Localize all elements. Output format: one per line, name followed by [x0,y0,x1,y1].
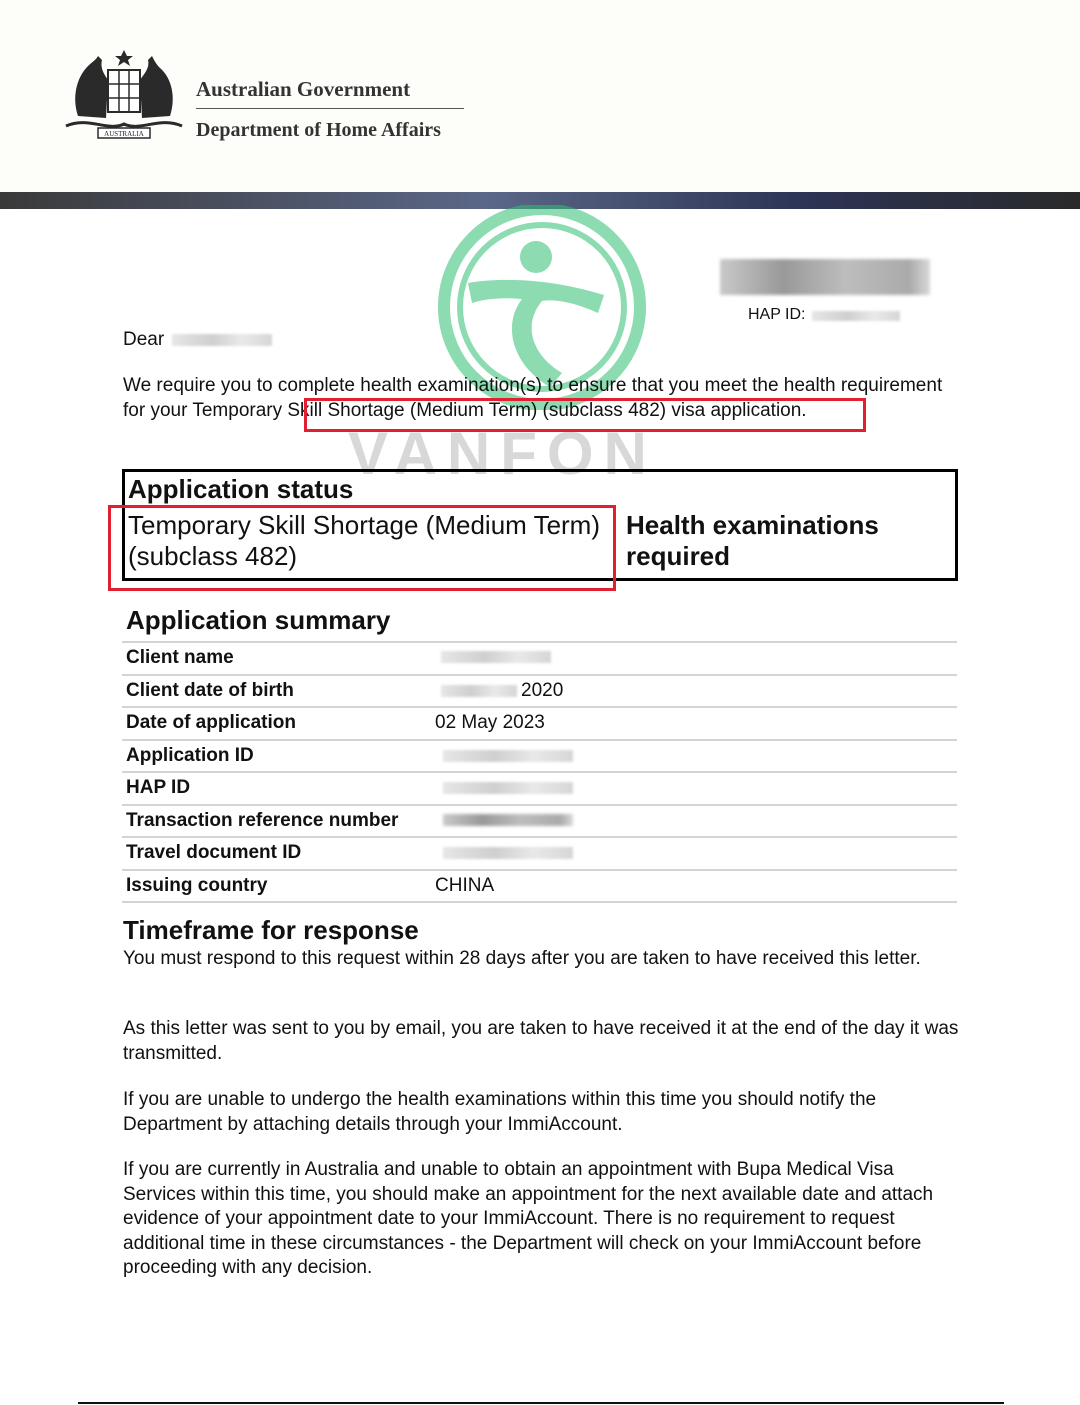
row-label: Application ID [122,740,431,773]
visa-name-highlight-box [304,398,866,432]
row-label: Client name [122,642,431,675]
application-status-title: Application status [128,474,354,504]
table-row [122,675,957,708]
table-row [122,740,957,773]
row-value [431,805,957,838]
government-name: Australian Government [196,77,411,101]
application-status-visa-type: Temporary Skill Shortage (Medium Term) (subclass 482) [128,510,600,571]
letterhead-divider [196,108,464,109]
row-label: Transaction reference number [122,805,431,838]
table-row [122,837,957,870]
timeframe-title: Timeframe for response [123,915,419,945]
row-value [431,740,957,773]
application-status-value: Health examinations required [626,510,879,571]
hap-id-label: HAP ID: [748,306,806,323]
visa-type-highlight-box [108,505,616,591]
redacted-hap-id [812,311,900,321]
timeframe-paragraph-3: If you are unable to undergo the health examinations within this time you should notify the Department by attaching details through your ImmiAccount. [123,1089,877,1135]
table-row [122,870,957,903]
table-row [122,642,957,675]
table-row [122,772,957,805]
row-label: Client date of birth [122,675,431,708]
row-value [431,837,957,870]
footer-divider [78,1402,1004,1404]
row-value [431,772,957,805]
svg-text:AUSTRALIA: AUSTRALIA [104,130,144,138]
letterhead [0,0,1080,192]
redacted-address-block [720,259,930,295]
row-label: Date of application [122,707,431,740]
row-label: Issuing country [122,870,431,903]
table-row [122,707,957,740]
greeting: Dear [123,329,165,350]
row-value [431,642,957,675]
timeframe-paragraph-2: As this letter was sent to you by email, you are taken to have received it at the end of the day it was transmitted. [123,1018,959,1064]
timeframe-paragraph-1: You must respond to this request within 28 days after you are taken to have received this letter. [123,948,921,969]
row-value: CHINA [431,870,957,903]
row-label: Travel document ID [122,837,431,870]
watermark-text: VANFON [348,420,657,487]
row-value: 2020 [431,675,957,708]
coat-of-arms-icon [58,46,190,142]
table-row [122,805,957,838]
application-summary-title: Application summary [126,605,391,635]
application-summary-table [122,641,957,903]
row-value: 02 May 2023 [431,707,957,740]
timeframe-paragraph-4: If you are currently in Australia and unable to obtain an appointment with Bupa Medical Visa Services within this time, you should make an appointment for the next available date and attach evidence of your appointment date to your ImmiAccount. There is no requirement to request additional time in these circumstances - the Department will check on your ImmiAccount before proceeding with any decision. [123,1159,934,1278]
intro-paragraph: We require you to complete health examination(s) to ensure that you meet the health requirement for your Temporary Skill Shortage (Medium Term) (subclass 482) visa application. [123,375,943,421]
department-name: Department of Home Affairs [196,119,441,141]
visa-name-highlight: Temporary Skill Shortage (Medium Term) (subclass 482) visa [192,399,706,421]
redacted-name [172,334,272,346]
row-label: HAP ID [122,772,431,805]
